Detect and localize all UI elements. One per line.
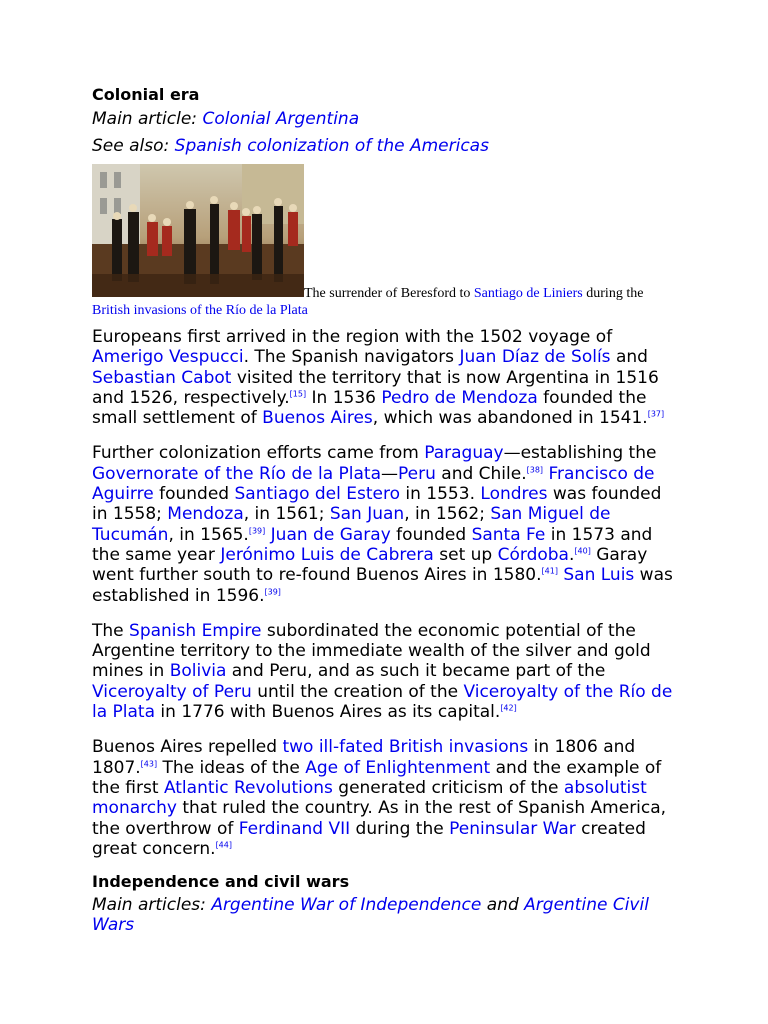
paragraph-text: visited the territory that is now Argentina in 1516 and 1526, respectively. [92, 367, 659, 408]
paragraph-text: , in 1562; [404, 504, 491, 525]
link-cordoba[interactable]: Córdoba [497, 544, 569, 565]
link-londres[interactable]: Londres [480, 484, 548, 505]
paragraph-text: subordinated the economic potential of the Argentine territory to the immediate wealth of the silver and gold mines in [92, 620, 651, 682]
link-san-luis[interactable]: San Luis [563, 565, 635, 586]
link-jeronimo-luis-de-cabrera[interactable]: Jerónimo Luis de Cabrera [220, 544, 434, 565]
paragraph-text: . The Spanish navigators [243, 347, 460, 368]
paragraph-text: and [610, 347, 648, 368]
link-pedro-de-mendoza[interactable]: Pedro de Mendoza [381, 387, 538, 408]
paragraph-text: founded the small settlement of [92, 387, 647, 429]
paragraph-text: Europeans first arrived in the region with the 1502 voyage of [92, 327, 613, 347]
link-ferdinand-vii[interactable]: Ferdinand VII [238, 818, 351, 839]
paragraph-text: —establishing the [503, 443, 657, 464]
link-buenos-aires[interactable]: Buenos Aires [262, 408, 373, 429]
paragraph-text: , in 1565. [168, 524, 249, 545]
paragraph-text: and the example of the first [92, 757, 662, 798]
link-spanish-colonization[interactable]: Spanish colonization of the Americas [174, 136, 489, 156]
link-governorate-rio-de-la-plata[interactable]: Governorate of the Río de la Plata [92, 463, 381, 484]
paragraph-text: and Chile. [435, 463, 527, 484]
paragraph-text: Garay went further south to re-found Buenos Aires in 1580. [92, 544, 648, 586]
reference-38[interactable]: [38] [526, 465, 544, 475]
paragraph-text: created great concern. [92, 818, 646, 859]
paragraph-text: was established in 1596. [92, 565, 673, 606]
link-santa-fe[interactable]: Santa Fe [471, 524, 546, 545]
link-argentine-war-of-independence[interactable]: Argentine War of Independence [211, 895, 482, 916]
link-paraguay[interactable]: Paraguay [424, 443, 504, 464]
main-article-hatnote: Main article: Colonial Argentina [92, 109, 360, 129]
link-absolutist-monarchy[interactable]: absolutist monarchy [92, 777, 647, 819]
main-articles-hatnote: Main articles: Argentine War of Independence and Argentine Civil Wars [92, 895, 649, 936]
paragraph-text: was founded in 1558; [92, 484, 662, 525]
paragraph-text: in 1553. [400, 484, 481, 505]
beresford-surrender-painting[interactable] [92, 164, 304, 297]
link-viceroyalty-of-peru[interactable]: Viceroyalty of Peru [92, 681, 252, 702]
paragraph-text: in 1806 and 1807. [92, 737, 636, 778]
section-heading-colonial-era: Colonial era [92, 85, 200, 104]
paragraph-text: . [568, 544, 575, 565]
paragraph-text: founded [153, 484, 235, 505]
link-peninsular-war[interactable]: Peninsular War [449, 818, 576, 839]
section-heading-independence: Independence and civil wars [92, 872, 350, 892]
reference-44[interactable]: [44] [215, 840, 232, 850]
link-spanish-empire[interactable]: Spanish Empire [129, 620, 262, 641]
paragraph-text: Buenos Aires repelled [92, 737, 283, 758]
reference-40[interactable]: [40] [574, 546, 591, 556]
paragraph-text: The [92, 620, 130, 641]
reference-43[interactable]: [43] [140, 758, 158, 768]
paragraph-text: and Peru, and as such it became part of the [226, 661, 606, 682]
link-atlantic-revolutions[interactable]: Atlantic Revolutions [163, 777, 333, 798]
paragraph-spanish-empire [92, 621, 682, 722]
paragraph-text: — [381, 463, 398, 484]
link-amerigo-vespucci[interactable]: Amerigo Vespucci [92, 347, 244, 368]
link-santiago-del-estero[interactable]: Santiago del Estero [234, 484, 400, 505]
paragraph-further-colonization [92, 443, 682, 605]
paragraph-text: The ideas of the [157, 757, 306, 778]
link-colonial-argentina[interactable]: Colonial Argentina [202, 109, 360, 129]
paragraph-text: Further colonization efforts came from [92, 443, 425, 464]
paragraph-text: in 1776 with Buenos Aires as its capital. [155, 702, 501, 723]
link-mendoza[interactable]: Mendoza [167, 504, 244, 525]
paragraph-british-invasions [92, 737, 682, 859]
paragraph-text: set up [433, 544, 498, 565]
article-content [92, 84, 682, 935]
paragraph-text: until the creation of the [251, 681, 464, 702]
figure-with-caption: The surrender of Beresford to Santiago de Liniers during the British invasions of the Río de la Plata [92, 164, 682, 319]
link-san-juan[interactable]: San Juan [329, 504, 405, 525]
link-two-ill-fated-british-invasions[interactable]: two ill-fated British invasions [282, 737, 529, 758]
paragraph-text: founded [390, 524, 472, 545]
link-juan-diaz-de-solis[interactable]: Juan Díaz de Solís [459, 347, 611, 368]
link-peru[interactable]: Peru [398, 463, 436, 484]
link-viceroyalty-rio-de-la-plata[interactable]: Viceroyalty of the Río de la Plata [92, 681, 673, 723]
paragraph-text: generated criticism of the [332, 777, 564, 798]
paragraph-text: In 1536 [306, 387, 382, 408]
link-age-of-enlightenment[interactable]: Age of Enlightenment [305, 757, 491, 778]
reference-41[interactable]: [41] [541, 566, 558, 576]
paragraph-text: that ruled the country. As in the rest of Spanish America, the overthrow of [92, 798, 667, 839]
link-santiago-de-liniers[interactable]: Santiago de Liniers [473, 286, 583, 301]
reference-15[interactable]: [15] [289, 389, 307, 399]
paragraph-text: , which was abandoned in 1541. [372, 408, 648, 429]
link-san-miguel-de-tucuman[interactable]: San Miguel de Tucumán [92, 504, 611, 545]
reference-42[interactable]: [42] [500, 703, 517, 713]
link-juan-de-garay[interactable]: Juan de Garay [270, 524, 391, 545]
see-also-hatnote: See also: Spanish colonization of the Americas [92, 136, 489, 156]
reference-39[interactable]: [39] [248, 526, 266, 536]
link-bolivia[interactable]: Bolivia [169, 661, 227, 682]
link-british-invasions-rio-de-la-plata[interactable]: British invasions of the Río de la Plata [92, 303, 308, 318]
paragraph-european-arrival [92, 327, 682, 428]
link-francisco-de-aguirre[interactable]: Francisco de Aguirre [92, 463, 655, 505]
link-sebastian-cabot[interactable]: Sebastian Cabot [92, 367, 232, 388]
paragraph-text: , in 1561; [243, 504, 330, 525]
reference-37[interactable]: [37] [647, 409, 665, 419]
reference-39-b[interactable]: [39] [264, 586, 281, 596]
link-argentine-civil-wars[interactable]: Argentine Civil Wars [92, 895, 649, 936]
paragraph-text: during the [350, 818, 450, 839]
paragraph-text: in 1573 and the same year [92, 524, 653, 565]
